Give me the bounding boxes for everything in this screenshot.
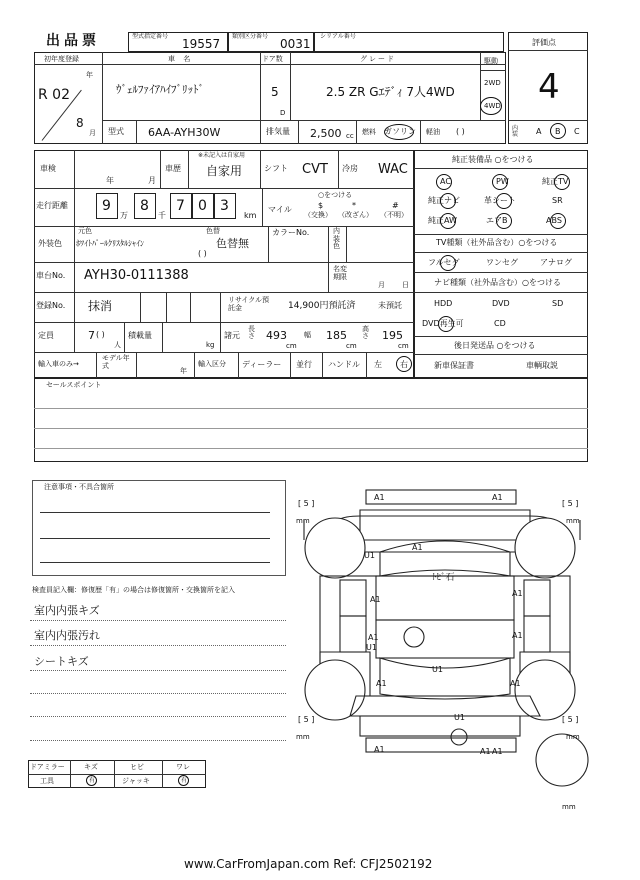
damage-label-11: A1 — [376, 679, 387, 688]
length-unit: cm — [286, 342, 297, 350]
tv-fullseg-circle — [440, 255, 456, 271]
type-value: 6AA-AYH30W — [148, 126, 221, 139]
class-value: 0031 — [280, 37, 311, 51]
equip-sr: SR — [552, 196, 563, 205]
tread-fl-unit: mm — [296, 517, 310, 525]
class-label: 類別区分番号 — [232, 33, 269, 40]
orig-color-label: 元色 — [78, 227, 92, 235]
mile-label: マイル — [268, 205, 292, 214]
mileage-label: 走行距離 — [36, 201, 68, 210]
tv-fullseg: フルセグ — [428, 258, 460, 267]
legend-jack: ジャッキ — [122, 777, 150, 785]
height-value: 195 — [382, 329, 403, 342]
import-type-label: 輸入区分 — [198, 360, 226, 368]
first-reg-month-suffix: 月 — [89, 129, 96, 137]
damage-label-6: A1 — [512, 589, 523, 598]
tv-oneseg: ワンセグ — [486, 258, 518, 267]
width-label: 幅 — [304, 331, 311, 339]
doors-type: D — [280, 109, 286, 117]
legend-jack-has: 有 — [181, 777, 188, 784]
mileage-digit-2: 8 — [140, 198, 149, 214]
damage-label-3: U1 — [364, 551, 375, 560]
damage-label-4: A1 — [412, 543, 423, 552]
equip-leather: 革シート — [484, 196, 516, 205]
navi-dvd-play-circle — [438, 316, 454, 332]
equip-leather-circle — [496, 193, 512, 209]
inspection-label: 車検 — [40, 164, 56, 173]
exchange-label: （交換） — [304, 211, 332, 219]
navi-hdd: HDD — [434, 299, 453, 308]
altered-symbol: * — [352, 201, 356, 210]
equip-ac-circle — [436, 174, 452, 190]
car-name-value: ｳﾞｪﾙﾌｧｲｱﾊｲﾌﾞﾘｯﾄﾞ — [116, 83, 204, 96]
serial-label: シリアル番号 — [320, 33, 356, 40]
ac-label: 冷房 — [342, 164, 358, 173]
note-line-2: 室内内張汚れ — [34, 629, 100, 642]
tread-spare-unit: mm — [562, 803, 576, 811]
exchange-symbol: $ — [318, 201, 324, 210]
legend-tools-circle — [86, 775, 97, 786]
grade-value: 2.5 ZR Gｴﾃﾞｨ 7人4WD — [326, 85, 455, 99]
legend-door-mirror: ドアミラー — [30, 763, 65, 771]
fuel-circle — [384, 124, 414, 140]
damage-label-14: A1 — [374, 745, 385, 754]
damage-label-2: A1 — [492, 493, 503, 502]
color-change-label: 色替 — [206, 227, 220, 235]
damage-label-1: A1 — [374, 493, 385, 502]
inspection-year-unit: 年 — [106, 176, 114, 185]
displacement-unit: cc — [346, 132, 354, 140]
tread-fl: [ 5 ] — [298, 499, 315, 508]
equip-airbag: エアB — [486, 216, 508, 225]
diesel-parens: ( ) — [456, 127, 465, 136]
recycle-label: リサイクル預託金 — [228, 296, 270, 313]
handle-left: 左 — [374, 360, 382, 369]
roof-rear — [376, 620, 514, 658]
equip-aw: 純正AW — [428, 216, 457, 225]
handle-label: ハンドル — [328, 360, 360, 369]
legend-broken: ワレ — [176, 763, 190, 771]
reg-label: 登録No. — [36, 301, 66, 310]
tread-rr-unit: mm — [566, 733, 580, 741]
equip-tv: 純正TV — [542, 177, 569, 186]
front-right-wheel — [515, 518, 575, 578]
displacement-value: 2,500 — [310, 127, 342, 140]
equip-airbag-circle — [496, 213, 512, 229]
damage-label-9: A1 — [512, 631, 523, 640]
legend-tools: 工具 — [40, 777, 54, 785]
interior-color-label: 内装色 — [333, 227, 340, 251]
height-label: 高さ — [362, 325, 369, 340]
navi-title: ナビ種類（社外品含む）○をつける — [434, 278, 561, 287]
tv-title: TV種類（社外品含む）○をつける — [436, 238, 558, 247]
usage-label: 車歴 — [165, 164, 181, 173]
hood-area — [360, 510, 530, 540]
navi-dvd-play: DVD再生可 — [422, 319, 464, 328]
equip-pw-circle — [492, 174, 508, 190]
grade-label: グレード — [360, 55, 396, 63]
orig-color-value: ﾎﾜｲﾄﾊﾟｰﾙｸﾘｽﾀﾙｼｬｲﾝ — [76, 239, 144, 248]
model-year-label: モデル年式 — [102, 354, 130, 371]
capacity-value: 7 — [88, 329, 95, 342]
fuel-label: 燃料 — [362, 128, 376, 136]
later-warranty: 新車保証書 — [434, 361, 474, 370]
tread-rl: [ 5 ] — [298, 715, 315, 724]
usage-note: ※未記入は自家用 — [198, 152, 246, 159]
rear-left-wheel — [305, 660, 365, 720]
equip-abs-circle — [550, 213, 566, 229]
interior-b-circle — [550, 123, 566, 139]
equip-pw: PW — [496, 177, 509, 186]
rear-mark — [451, 729, 467, 745]
front-left-door — [340, 580, 366, 616]
unknown-label: （不明） — [380, 211, 408, 219]
reg-value: 抹消 — [88, 299, 113, 313]
damage-label-7: A1 — [368, 633, 379, 642]
width-value: 185 — [326, 329, 347, 342]
recycle-unpaid: 未預託 — [378, 301, 402, 310]
mileage-unit: km — [244, 211, 257, 220]
first-reg-month: 8 — [76, 116, 84, 130]
tread-rr: [ 5 ] — [562, 715, 579, 724]
damage-label-10: U1 — [432, 665, 443, 674]
rear-panel — [360, 713, 520, 736]
mileage-digit-5: 3 — [220, 198, 229, 214]
legend-jack-circle — [178, 775, 189, 786]
capacity-label: 定員 — [38, 331, 54, 340]
type-label: 型式 — [108, 127, 124, 136]
color-no-label: カラーNo. — [272, 228, 310, 237]
handle-right: 右 — [400, 360, 408, 369]
rear-glass — [380, 658, 510, 699]
mileage-digit-3: 7 — [176, 198, 185, 214]
recycle-value: 14,900円預託済 — [288, 301, 356, 311]
load-unit: kg — [206, 341, 215, 349]
legend-tools-has: 有 — [89, 777, 96, 784]
model-cert-label: 型式指定番号 — [132, 33, 169, 40]
sales-point-label: セールスポイント — [46, 381, 102, 389]
details-section — [34, 150, 414, 378]
tread-fr-unit: mm — [566, 517, 580, 525]
tv-analog: アナログ — [540, 258, 572, 267]
interior-b: B — [555, 127, 561, 136]
import-label: 輸入車のみ→ — [38, 360, 79, 368]
score-value: 4 — [538, 67, 560, 107]
equip-tv-circle — [554, 174, 570, 190]
damage-label-8: U1 — [366, 643, 377, 652]
diesel-label: 軽油 — [426, 128, 440, 136]
sales-point-box — [34, 378, 588, 462]
windshield — [380, 541, 510, 576]
tread-fr: [ 5 ] — [562, 499, 579, 508]
mileage-digit-4: 0 — [198, 198, 207, 214]
displacement-label: 排気量 — [266, 127, 290, 136]
height-unit: cm — [398, 342, 409, 350]
mileage-circle-note: ○をつける — [318, 191, 353, 199]
legend-scratch: キズ — [84, 763, 98, 771]
navi-cd: CD — [494, 319, 506, 328]
drive-2wd: 2WD — [484, 79, 501, 87]
equip-navi: 純正ナビ — [428, 196, 460, 205]
equip-abs: ABS — [546, 216, 562, 225]
equip-navi-circle — [440, 193, 456, 209]
chassis-value: AYH30-0111388 — [84, 268, 189, 283]
tread-rl-unit: mm — [296, 733, 310, 741]
doors-value: 5 — [271, 85, 279, 99]
spare-tire — [536, 734, 588, 786]
ac-value: WAC — [378, 162, 408, 177]
chassis-label: 車台No. — [36, 271, 66, 280]
interior-label: 内装 — [512, 125, 519, 138]
first-reg-era: R 02 — [38, 87, 70, 103]
capacity-unit: 人 — [114, 341, 121, 349]
legend-crack: ヒビ — [130, 763, 144, 771]
score-label: 評価点 — [532, 38, 556, 47]
damage-label-13: U1 — [454, 713, 465, 722]
color-change-value: 色替無 — [216, 237, 249, 250]
mileage-sen: 千 — [158, 211, 166, 220]
rear-right-wheel — [515, 660, 575, 720]
load-label: 積載量 — [128, 331, 152, 340]
doors-label: ドア数 — [262, 55, 283, 63]
first-reg-label: 初年度登録 — [44, 55, 79, 63]
dealer-label: ディーラー — [242, 360, 282, 369]
handle-right-circle — [396, 356, 412, 372]
name-change-day: 日 — [402, 281, 409, 289]
inspection-month-unit: 月 — [148, 176, 156, 185]
form-title: 出品票 — [46, 33, 100, 49]
interior-a: A — [536, 127, 542, 136]
usage-value: 自家用 — [206, 164, 243, 178]
damage-label-16: A1 — [492, 747, 503, 756]
import-year-unit: 年 — [180, 367, 187, 375]
later-manual: 車輌取説 — [526, 361, 558, 370]
inspector-label: 検査員記入欄：修復歴「有」の場合は修復箇所・交換箇所を記入 — [32, 586, 235, 594]
shift-value: CVT — [302, 162, 328, 177]
length-label: 長さ — [248, 325, 255, 340]
equip-aw-circle — [440, 213, 456, 229]
navi-dvd: DVD — [492, 299, 510, 308]
length-value: 493 — [266, 329, 287, 342]
rear-right-door — [524, 616, 550, 652]
dims-label: 諸元 — [224, 331, 240, 340]
altered-label: （改ざん） — [338, 211, 373, 219]
drive-label: 駆動 — [484, 57, 498, 65]
later-title: 後日発送品 ○をつける — [454, 341, 536, 350]
interior-c: C — [574, 127, 580, 136]
equip-ac: AC — [440, 177, 451, 186]
first-reg-year-suffix: 年 — [86, 71, 93, 79]
drive-4wd-circle — [480, 97, 502, 115]
damage-label-15: A1 — [480, 747, 491, 756]
front-left-wheel — [305, 518, 365, 578]
unknown-symbol: # — [392, 201, 399, 210]
rear-left-door — [340, 616, 366, 652]
footer-ref: www.CarFromJapan.com Ref: CFJ2502192 — [184, 857, 433, 871]
name-change-label: 名変期限 — [333, 265, 347, 282]
caution-label: 注意事項・不具合箇所 — [44, 483, 114, 491]
fuel-value: ガソリン — [384, 127, 416, 136]
capacity-parens: ( ) — [96, 330, 105, 339]
shift-label: シフト — [264, 164, 288, 173]
damage-label-stone-chip: ﾄﾋﾞ石 — [432, 573, 455, 583]
model-cert-value: 19557 — [182, 37, 221, 51]
drive-4wd: 4WD — [484, 102, 501, 110]
equipment-title: 純正装備品 ○をつける — [452, 155, 534, 164]
parallel-label: 並行 — [296, 360, 312, 369]
mileage-man: 万 — [120, 211, 128, 220]
damage-label-5: A1 — [370, 595, 381, 604]
car-damage-diagram — [290, 480, 600, 810]
damage-label-12: A1 — [510, 679, 521, 688]
note-line-1: 室内内張キズ — [34, 604, 100, 617]
front-right-door — [524, 580, 550, 616]
mileage-digit-1: 9 — [102, 198, 111, 214]
navi-sd: SD — [552, 299, 564, 308]
car-name-label: 車 名 — [168, 55, 194, 63]
note-line-3: シートキズ — [34, 655, 89, 668]
name-change-month: 月 — [378, 281, 385, 289]
width-unit: cm — [346, 342, 357, 350]
roof-mark — [404, 627, 424, 647]
color-label: 外装色 — [38, 239, 62, 248]
color-parens: ( ) — [198, 249, 207, 258]
